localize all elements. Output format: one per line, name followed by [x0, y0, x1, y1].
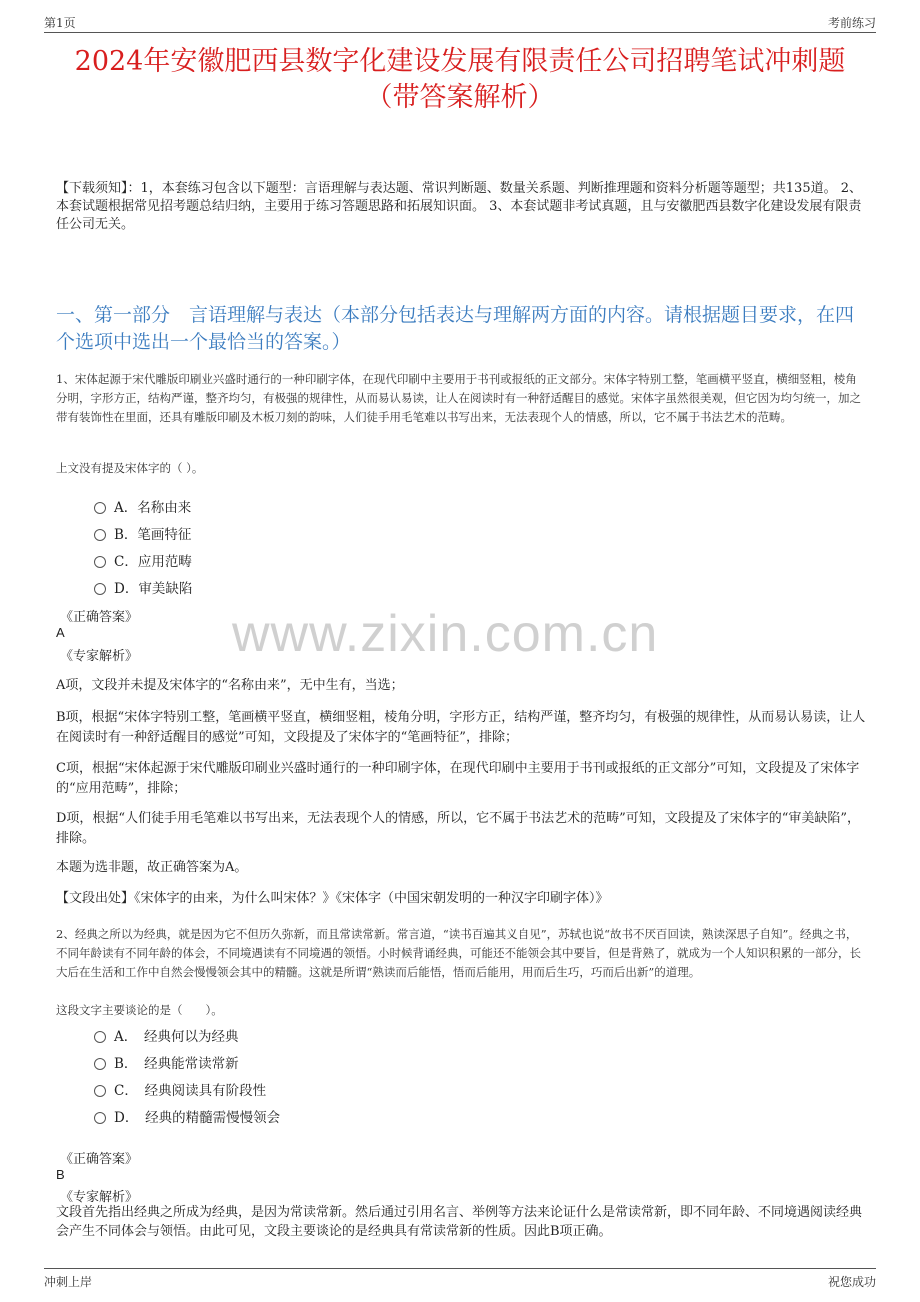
radio-icon[interactable]	[94, 583, 106, 595]
footer-right: 祝您成功	[827, 1275, 876, 1289]
option-b[interactable]: B．笔画特征	[94, 519, 192, 546]
option-c[interactable]: C．应用范畴	[94, 546, 192, 573]
answer-value: B	[56, 1167, 65, 1182]
analysis-d: D项，根据“人们徒手用毛笔难以书写出来，无法表现个人的情感，所以，它不属于书法艺术的范畴”可知，文段提及了宋体字的“审美缺陷”，排除。	[56, 811, 861, 846]
page-number: 第1页	[44, 16, 76, 30]
radio-icon[interactable]	[94, 1112, 106, 1124]
question-1-options	[94, 492, 192, 600]
page-footer	[44, 1268, 876, 1289]
header-tag: 考前练习	[827, 16, 876, 30]
analysis-c: C项，根据“宋体起源于宋代雕版印刷业兴盛时通行的一种印刷字体，在现代印刷中主要用于书刊或报纸的正文部分”可知，文段提及了宋体字的“应用范畴”，排除；	[56, 761, 860, 796]
footer-left: 冲刺上岸	[44, 1275, 93, 1289]
analysis-conclusion: 本题为选非题，故正确答案为A。	[56, 860, 248, 875]
analysis-label: 《专家解析》	[60, 649, 139, 664]
radio-icon[interactable]	[94, 556, 106, 568]
question-1-text: 1、宋体起源于宋代雕版印刷业兴盛时通行的一种印刷字体，在现代印刷中主要用于书刊或报纸的正文部分。宋体字特别工整，笔画横平竖直，横细竖粗，棱角分明，字形方正，结构严谨，整齐均匀，有极强的规律性，从而易认易读，让人在阅读时有一种舒适醒目的感觉。宋体字虽然很美观，但它因为均匀统一，加之带有装饰性在里面，还具有雕版印刷及木板刀刻的韵味，人们徒手用毛笔难以书写出来，无法表现个人的情感，所以，它不属于书法艺术的范畴。	[56, 372, 861, 424]
option-a[interactable]: A． 经典何以为经典	[94, 1021, 280, 1048]
option-c[interactable]: C． 经典阅读具有阶段性	[94, 1075, 280, 1102]
radio-icon[interactable]	[94, 1058, 106, 1070]
radio-icon[interactable]	[94, 1085, 106, 1097]
radio-icon[interactable]	[94, 502, 106, 514]
download-notice: 【下载须知】：1，本套练习包含以下题型：言语理解与表达题、常识判断题、数量关系题、判断推理题和资料分析题等题型；共135道。 2、本套试题根据常见招考题总结归纳，主要用于练习答题思路和拓展知识面。 3、本套试题非考试真题，且与安徽肥西县数字化建设发展有限责任公司无关。	[56, 181, 862, 232]
option-b[interactable]: B． 经典能常读常新	[94, 1048, 280, 1075]
document-title: 2024年安徽肥西县数字化建设发展有限责任公司招聘笔试冲刺题（带答案解析）	[74, 46, 846, 113]
analysis-a: A项，文段并未提及宋体字的“名称由来”，无中生有，当选；	[56, 678, 404, 693]
answer-label: 《正确答案》	[60, 610, 139, 625]
watermark: www.zixin.com.cn	[232, 605, 659, 663]
option-d[interactable]: D．审美缺陷	[94, 573, 192, 600]
question-2-text: 2、经典之所以为经典，就是因为它不但历久弥新，而且常读常新。常言道，“读书百遍其义自见”，苏轼也说“故书不厌百回读，熟读深思子自知”。经典之书，不同年龄读有不同年龄的体会，不同境遇读有不同境遇的领悟。小时候背诵经典，可能还不能领会其中要旨，但是背熟了，就成为一个人知识积累的一部分，长大后在生活和工作中自然会慢慢领会其中的精髓。这就是所谓“熟读而后能悟，悟而后能用，用而后生巧，巧而后出新”的道理。	[56, 927, 861, 979]
option-a[interactable]: A．名称由来	[94, 492, 192, 519]
analysis-b: B项，根据“宋体字特别工整，笔画横平竖直，横细竖粗，棱角分明，字形方正，结构严谨，整齐均匀，有极强的规律性，从而易认易读，让人在阅读时有一种舒适醒目的感觉”可知，文段提及了宋体字的“笔画特征”，排除；	[56, 710, 866, 745]
option-d[interactable]: D． 经典的精髓需慢慢领会	[94, 1102, 280, 1129]
analysis-text: 文段首先指出经典之所成为经典，是因为常读常新。然后通过引用名言、举例等方法来论证什么是常读常新，即不同年龄、不同境遇阅读经典会产生不同体会与领悟。由此可见，文段主要谈论的是经典具有常读常新的性质。因此B项正确。	[56, 1205, 863, 1239]
section-heading: 一、第一部分 言语理解与表达（本部分包括表达与理解两方面的内容。请根据题目要求，在四个选项中选出一个最恰当的答案。）	[56, 304, 855, 353]
question-2-stem: 这段文字主要谈论的是（ ）。	[56, 1003, 223, 1017]
page-header	[44, 12, 876, 33]
analysis-label: 《专家解析》	[60, 1190, 139, 1205]
radio-icon[interactable]	[94, 1031, 106, 1043]
question-1-stem: 上文没有提及宋体字的（ ）。	[56, 461, 204, 475]
question-2-options	[94, 1021, 280, 1129]
source-note: 【文段出处】《宋体字的由来，为什么叫宋体？》《宋体字（中国宋朝发明的一种汉字印刷字体）》	[56, 891, 609, 906]
answer-value: A	[56, 625, 65, 640]
radio-icon[interactable]	[94, 529, 106, 541]
answer-label: 《正确答案》	[60, 1152, 139, 1167]
